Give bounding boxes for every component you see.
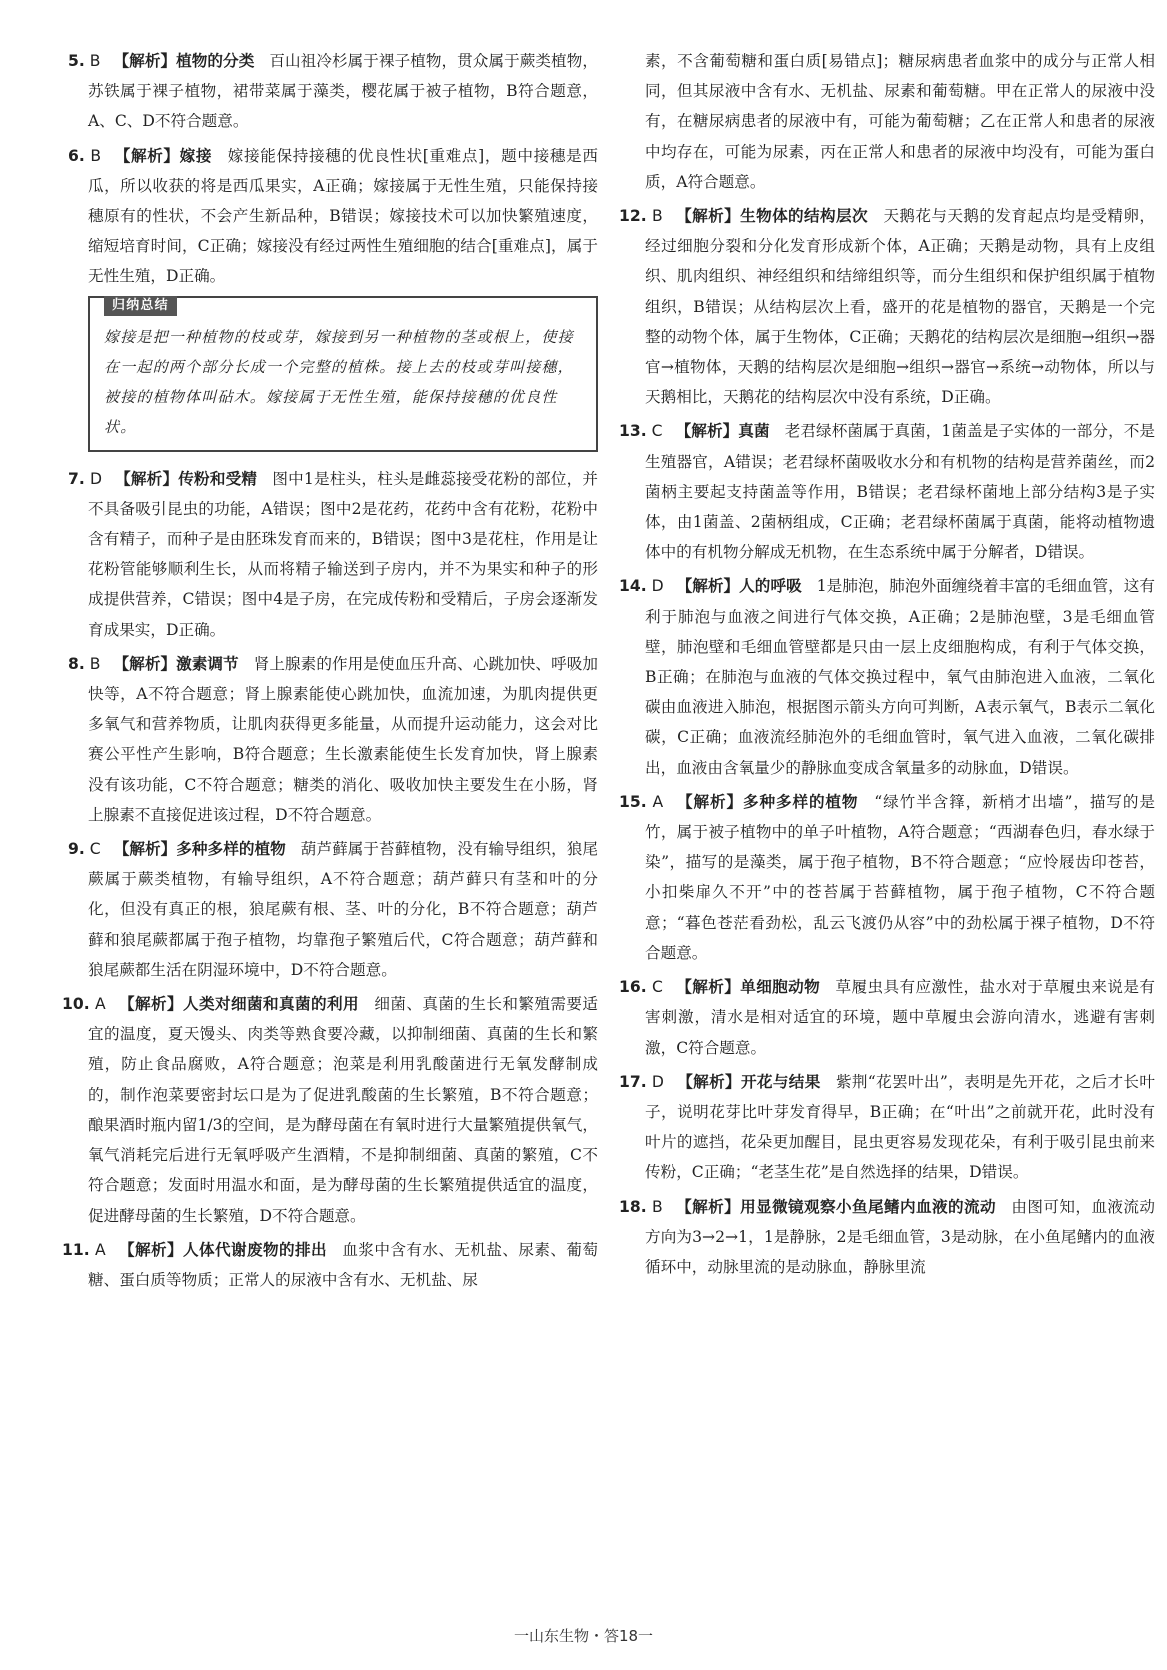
analysis-tag: 【解析】植物的分类	[113, 52, 255, 70]
analysis-tag: 【解析】生物体的结构层次	[676, 207, 869, 226]
answer-letter: C	[651, 978, 663, 997]
answer-letter: A	[652, 792, 664, 811]
analysis-tag: 【解析】激素调节	[113, 654, 239, 673]
explanation-text: 葫芦藓属于苔藓植物，没有输导组织，狼尾蕨属于蕨类植物，有输导组织，A不符合题意；葫芦藓只有茎和叶的分化，但没有真正的根，狼尾蕨有根、茎、叶的分化，B不符合题意；葫芦藓和狼尾蕨都属于孢子植物，均靠孢子繁殖后代，C符合题意；葫芦藓和狼尾蕨都生活在阴湿环境中，D不符合题意。	[88, 840, 598, 979]
answer-item-16	[619, 972, 1155, 1063]
explanation-text: 1是肺泡，肺泡外面缠绕着丰富的毛细血管，这有利于肺泡与血液之间进行气体交换，A正确；2是肺泡壁，3是毛细血管壁，肺泡壁和毛细血管壁都是只由一层上皮细胞构成，有利于气体交换，B正确；在肺泡与血液的气体交换过程中，氧气由肺泡进入血液，二氧化碳由血液进入肺泡，根据图示箭头方向可判断，A表示氧气，B表示二氧化碳，C正确；血液流经肺泡外的毛细血管时，氧气进入血液，二氧化碳排出，血液由含氧量少的静脉血变成含氧量多的动脉血，D错误。	[645, 577, 1155, 777]
question-number: 7.	[68, 469, 85, 488]
explanation-text: 百山祖冷杉属于裸子植物，贯众属于蕨类植物，苏铁属于裸子植物，裙带菜属于藻类，樱花属于被子植物，B符合题意，A、C、D不符合题意。	[88, 52, 598, 131]
explanation-text: 素，不含葡萄糖和蛋白质[易错点]；糖尿病患者血浆中的成分与正常人相同，但其尿液中含有水、无机盐、尿素和葡萄糖。甲在正常人的尿液中没有，在糖尿病患者的尿液中有，可能为葡萄糖；乙在正常人和患者的尿液中均存在，可能为尿素，丙在正常人和患者的尿液中均没有，可能为蛋白质，A符合题意。	[645, 52, 1155, 191]
explanation-text: 天鹅花与天鹅的发育起点均是受精卵，经过细胞分裂和分化发育形成新个体，A正确；天鹅是动物，具有上皮组织、肌肉组织、神经组织和结缔组织等，而分生组织和保护组织属于植物组织，B错误；从结构层次上看，盛开的花是植物的器官，天鹅是一个完整的动物个体，属于生物体，C正确；天鹅花的结构层次是细胞→组织→器官→植物体，天鹅的结构层次是细胞→组织→器官→系统→动物体，所以与天鹅相比，天鹅花的结构层次中没有系统，D正确。	[645, 207, 1155, 407]
analysis-tag: 【解析】多种多样的植物	[113, 840, 286, 859]
explanation-text: 血浆中含有水、无机盐、尿素、葡萄糖、蛋白质等物质；正常人的尿液中含有水、无机盐、尿	[88, 1240, 598, 1289]
page-footer: 一山东生物・答18一	[513, 1627, 654, 1645]
question-number: 9.	[68, 840, 85, 859]
question-number: 5.	[68, 52, 85, 70]
answer-item-9	[68, 834, 598, 985]
answer-item-17	[619, 1067, 1155, 1188]
answer-item-12	[619, 201, 1155, 412]
answer-letter: B	[89, 654, 101, 673]
question-number: 18.	[619, 1197, 647, 1216]
analysis-tag: 【解析】嫁接	[114, 146, 213, 165]
answer-letter: D	[89, 469, 102, 488]
answer-item-8	[68, 649, 598, 830]
analysis-tag: 【解析】单细胞动物	[676, 978, 821, 997]
summary-title: 归纳总结	[104, 296, 177, 316]
question-number: 16.	[619, 978, 647, 997]
answer-letter: B	[652, 1197, 663, 1216]
explanation-text: “绿竹半含箨，新梢才出墙”，描写的是竹，属于被子植物中的单子叶植物，A符合题意；“西湖春色归，春水绿于染”，描写的是藻类，属于孢子植物，B不符合题意；“应怜屐齿印苍苔，小扣柴扉久不开”中的苍苔属于苔藓植物，属于孢子植物，C不符合题意；“暮色苍茫看劲松，乱云飞渡仍从容”中的劲松属于裸子植物，D不符合题意。	[645, 792, 1155, 962]
question-number: 12.	[619, 207, 647, 226]
answer-item-10	[62, 989, 598, 1231]
analysis-tag: 【解析】开花与结果	[677, 1072, 821, 1091]
answer-letter: A	[95, 995, 106, 1014]
left-column	[62, 46, 598, 1299]
answer-letter: C	[651, 422, 663, 441]
question-number: 13.	[619, 422, 647, 441]
analysis-tag: 【解析】人的呼吸	[676, 577, 802, 596]
analysis-tag: 【解析】传粉和受精	[115, 469, 258, 488]
answer-letter: B	[90, 146, 102, 165]
answer-letter: A	[95, 1240, 106, 1259]
explanation-text: 图中1是柱头，柱头是雌蕊接受花粉的部位，并不具备吸引昆虫的功能，A错误；图中2是花药，花药中含有花粉，花粉中含有精子，而种子是由胚珠发育而来的，B错误；图中3是花柱，作用是让花粉管能够顺利生长，从而将精子输送到子房内，并不为果实和种子的形成提供营养，C错误；图中4是子房，在完成传粉和受精后，子房会逐渐发育成果实，D正确。	[88, 469, 598, 639]
answer-item-6	[68, 141, 598, 292]
answer-item-18	[619, 1192, 1155, 1283]
right-column	[619, 46, 1156, 1286]
explanation-text: 嫁接能保持接穗的优良性状[重难点]，题中接穗是西瓜，所以收获的将是西瓜果实，A正确；嫁接属于无性生殖，只能保持接穗原有的性状，不会产生新品种，B错误；嫁接技术可以加快繁殖速度，缩短培育时间，C正确；嫁接没有经过两性生殖细胞的结合[重难点]，属于无性生殖，D正确。	[88, 146, 598, 286]
explanation-text: 老君绿杯菌属于真菌，1菌盖是子实体的一部分，不是生殖器官，A错误；老君绿杯菌吸收水分和有机物的结构是营养菌丝，而2菌柄主要起支持菌盖等作用，B错误；老君绿杯菌地上部分结构3是子实体，由1菌盖、2菌柄组成，C正确；老君绿杯菌属于真菌，能将动植物遗体中的有机物分解成无机物，在生态系统中属于分解者，D错误。	[645, 422, 1156, 562]
summary-box	[88, 296, 598, 452]
question-number: 10.	[62, 995, 90, 1014]
explanation-text: 草履虫具有应激性，盐水对于草履虫来说是有害刺激，清水是相对适宜的环境，题中草履虫会游向清水，逃避有害刺激，C符合题意。	[645, 978, 1155, 1057]
question-number: 15.	[619, 792, 647, 811]
question-number: 11.	[62, 1240, 90, 1259]
answer-letter: B	[89, 52, 101, 70]
answer-item-7	[68, 464, 598, 645]
question-number: 14.	[619, 577, 647, 596]
question-number: 6.	[68, 146, 85, 165]
analysis-tag: 【解析】多种多样的植物	[677, 792, 859, 811]
answer-letter: D	[651, 1072, 664, 1091]
explanation-text: 细菌、真菌的生长和繁殖需要适宜的温度，夏天馒头、肉类等熟食要冷藏，以抑制细菌、真菌的生长和繁殖，防止食品腐败，A符合题意；泡菜是利用乳酸菌进行无氧发酵制成的，制作泡菜要密封坛口是为了促进乳酸菌的生长繁殖，B不符合题意；酿果酒时瓶内留1/3的空间，是为酵母菌在有氧时进行大量繁殖提供氧气，氧气消耗完后进行无氧呼吸产生酒精，不是抑制细菌、真菌的繁殖，C不符合题意；发面时用温水和面，是为酵母菌的生长繁殖提供适宜的温度，促进酵母菌的生长繁殖，D不符合题意。	[88, 995, 598, 1225]
answer-item-13	[619, 416, 1156, 567]
analysis-tag: 【解析】用显微镜观察小鱼尾鳍内血液的流动	[676, 1197, 997, 1216]
answer-item-14	[619, 571, 1155, 782]
analysis-tag: 【解析】真菌	[675, 422, 770, 441]
explanation-text: 紫荆“花罢叶出”，表明是先开花，之后才长叶子，说明花芽比叶芽发育得早，B正确；在“叶出”之前就开花，此时没有叶片的遮挡，花朵更加醒目，昆虫更容易发现花朵，有利于吸引昆虫前来传粉，C正确；“老茎生花”是自然选择的结果，D错误。	[645, 1072, 1155, 1182]
analysis-tag: 【解析】人类对细菌和真菌的利用	[119, 995, 360, 1014]
explanation-text: 由图可知，血液流动方向为3→2→1，1是静脉，2是毛细血管，3是动脉，在小鱼尾鳍内的血液循环中，动脉里流的是动脉血，静脉里流	[645, 1197, 1155, 1276]
analysis-tag: 【解析】人体代谢废物的排出	[119, 1240, 328, 1259]
answer-item-11	[62, 1235, 598, 1295]
answer-item-11-continued	[645, 46, 1155, 197]
answer-letter: B	[652, 207, 663, 226]
answer-item-15	[619, 787, 1155, 968]
summary-text: 嫁接是把一种植物的枝或芽，嫁接到另一种植物的茎或根上，使接在一起的两个部分长成一个完整的植株。接上去的枝或芽叫接穗，被接的植物体叫砧木。嫁接属于无性生殖，能保持接穗的优良性状。	[104, 327, 574, 436]
answer-item-5	[68, 46, 598, 137]
answer-letter: D	[651, 577, 664, 596]
question-number: 8.	[68, 654, 85, 673]
explanation-text: 肾上腺素的作用是使血压升高、心跳加快、呼吸加快等，A不符合题意；肾上腺素能使心跳加快，血流加速，为肌肉提供更多氧气和营养物质，让肌肉获得更多能量，从而提升运动能力，这会对比赛公平性产生影响，B符合题意；生长激素能使生长发育加快，肾上腺素没有该功能，C不符合题意；糖类的消化、吸收加快主要发生在小肠，肾上腺素不直接促进该过程，D不符合题意。	[88, 654, 598, 824]
answer-letter: C	[89, 840, 101, 859]
question-number: 17.	[619, 1072, 647, 1091]
